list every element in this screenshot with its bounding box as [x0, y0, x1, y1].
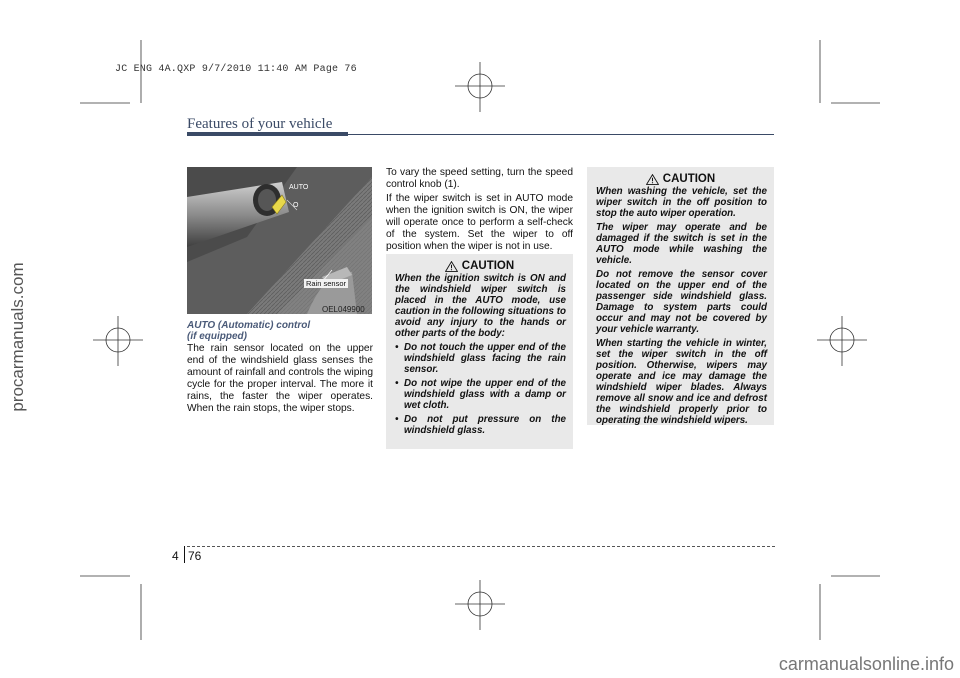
- caution-body: [587, 186, 774, 426]
- caution-title: CAUTION: [662, 173, 716, 185]
- caution-bullet: • Do not wipe the upper end of the windshield glass with a damp or wet cloth.: [395, 378, 566, 411]
- caution-paragraph: The wiper may operate and be damaged if the switch is set in the AUTO mode while washing the vehicle.: [596, 222, 767, 266]
- caution-paragraph: When starting the vehicle in winter, set the wiper switch in the off position. Otherwise, wipers may operate and ice may damage the windshield wiper blades. Always remove all snow and ice and defrost the windshield properly prior to operating the windshield wipers.: [596, 338, 767, 426]
- page-number: 76: [188, 549, 202, 563]
- caution-paragraph: When washing the vehicle, set the wiper switch in the off position to stop the auto wiper operation.: [596, 186, 767, 219]
- auto-mode-paragraph: If the wiper switch is set in AUTO mode when the ignition switch is ON, the wiper will operate once to perform a self-check of the system. Set the wiper to off position when the wiper is not in use.: [386, 193, 573, 252]
- label-rain-sensor: Rain sensor: [306, 279, 347, 288]
- caution-paragraph: Do not remove the sensor cover located on the upper end of the passenger side windshield glass. Damage to system parts could occur and may not be covered by your vehicle warranty.: [596, 269, 767, 335]
- label-off: O: [293, 202, 299, 209]
- caution-heading: [587, 173, 774, 185]
- print-slug: JC ENG 4A.QXP 9/7/2010 11:40 AM Page 76: [115, 64, 357, 75]
- header-rule-bar: [187, 132, 348, 136]
- watermark-carmanualsonline[interactable]: carmanualsonline.info: [778, 654, 954, 674]
- caution-intro: When the ignition switch is ON and the windshield wiper switch is placed in the AUTO mode, use caution in the following situations to avoid any injury to the hands or other parts of the body:: [395, 273, 566, 339]
- chapter-number: 4: [172, 549, 179, 563]
- wiper-stalk-photo: [187, 167, 372, 314]
- caution-box-washing: [587, 167, 774, 425]
- warning-triangle-icon: [445, 261, 458, 272]
- caution-bullet: • Do not touch the upper end of the windshield glass facing the rain sensor.: [395, 342, 566, 375]
- caution-box-ignition: [386, 254, 573, 449]
- caution-bullet: • Do not put pressure on the windshield glass.: [395, 414, 566, 436]
- caution-bullets: [395, 342, 566, 436]
- footer-dashed-rule: [187, 546, 775, 547]
- watermark-procarmanuals[interactable]: procarmanuals.com: [8, 262, 27, 412]
- section-title: Features of your vehicle: [187, 116, 333, 132]
- left-column: [187, 320, 373, 415]
- wiper-stalk-illustration: [187, 167, 372, 314]
- middle-column: [386, 167, 573, 255]
- subhead-line2: (if equipped): [187, 331, 247, 342]
- caution-body: [386, 273, 573, 436]
- page-number-divider: [184, 546, 185, 563]
- caution-heading: [386, 260, 573, 272]
- auto-control-subhead: [187, 320, 373, 342]
- rain-sensor-paragraph: The rain sensor located on the upper end of the windshield glass senses the amount of rainfall and controls the wiping cycle for the proper interval. The more it rains, the faster the wiper operates. When the rain stops, the wiper stops.: [187, 343, 373, 414]
- subhead-line1: AUTO (Automatic) control: [187, 320, 311, 331]
- header-rule-line: [348, 134, 774, 135]
- caution-title: CAUTION: [461, 260, 515, 272]
- warning-triangle-icon: [646, 174, 659, 185]
- label-auto: AUTO: [289, 184, 309, 191]
- speed-paragraph: To vary the speed setting, turn the speed control knob (1).: [386, 167, 573, 190]
- figure-code: OEL049900: [322, 305, 365, 314]
